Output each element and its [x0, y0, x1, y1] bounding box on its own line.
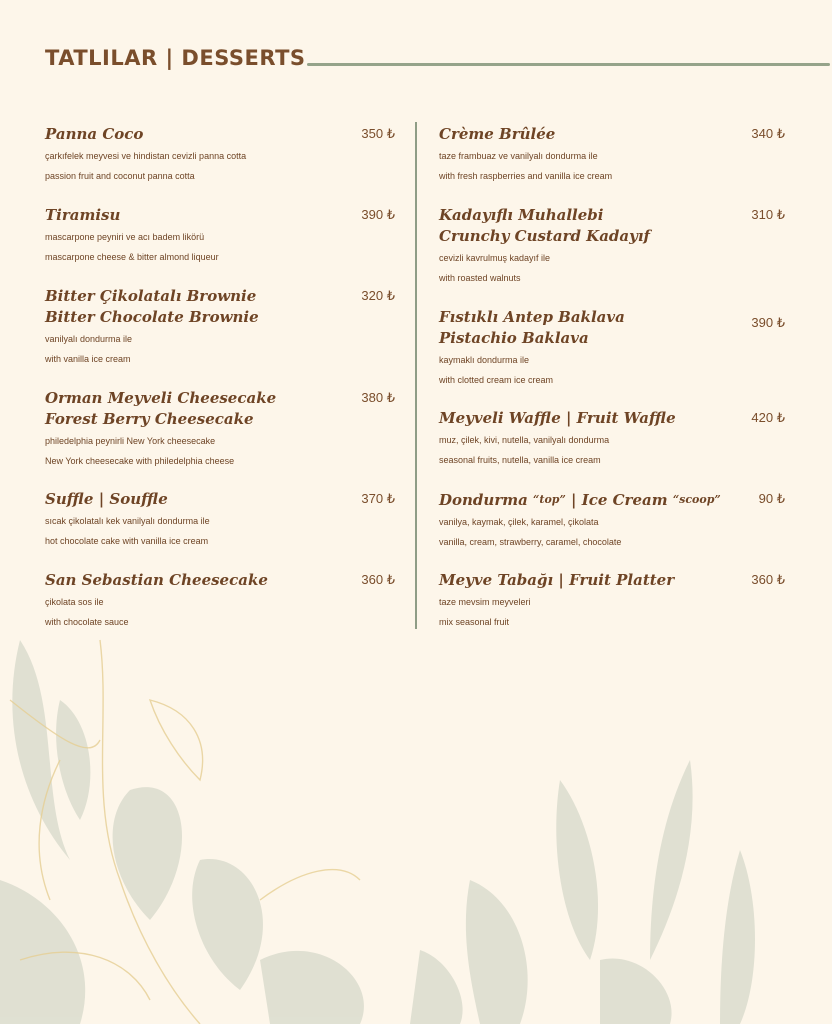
item-price: 420 ₺: [751, 410, 785, 425]
item-name: Fıstıklı Antep Baklava: [439, 308, 625, 326]
item-desc-tr: çarkıfelek meyvesi ve hindistan cevizli panna cotta: [45, 151, 247, 161]
item-desc-tr: mascarpone peyniri ve acı badem likörü: [45, 232, 205, 242]
item-desc-en: with clotted cream ice cream: [439, 375, 554, 385]
item-price: 370 ₺: [361, 491, 395, 506]
item-price: 390 ₺: [751, 315, 785, 330]
menu-item-kadayif: [439, 205, 785, 284]
menu-item-fruit-platter: [439, 570, 785, 628]
menu-item-waffle: [439, 408, 785, 466]
item-name-en: Crunchy Custard Kadayıf: [439, 227, 651, 245]
menu-item-san-sebastian: [45, 570, 395, 628]
item-desc-tr: taze frambuaz ve vanilyalı dondurma ile: [439, 151, 598, 161]
item-desc-tr: vanilya, kaymak, çilek, karamel, çikolata: [439, 517, 599, 527]
item-price: 350 ₺: [361, 126, 395, 141]
item-name: Meyve Tabağı | Fruit Platter: [439, 571, 675, 589]
item-desc-tr: philedelphia peynirli New York cheesecake: [45, 436, 216, 446]
item-desc-en: passion fruit and coconut panna cotta: [45, 171, 195, 181]
menu-item-creme-brulee: [439, 124, 785, 182]
item-price: 360 ₺: [751, 572, 785, 587]
item-price: 360 ₺: [361, 572, 395, 587]
item-name-en: Bitter Chocolate Brownie: [45, 308, 259, 326]
item-desc-en: New York cheesecake with philedelphia cheese: [45, 456, 235, 466]
item-name-part: | Ice Cream: [565, 491, 673, 509]
item-desc-tr: sıcak çikolatalı kek vanilyalı dondurma ile: [45, 516, 210, 526]
item-desc-tr: vanilyalı dondurma ile: [45, 334, 133, 344]
item-name: Suffle | Souffle: [45, 490, 168, 508]
item-desc-en: with vanilla ice cream: [45, 354, 131, 364]
item-name-part-small: “top”: [533, 493, 566, 506]
page-title: TATLILAR | DESSERTS: [45, 46, 306, 70]
item-desc-en: mascarpone cheese & bitter almond liqueur: [45, 252, 219, 262]
item-desc-en: seasonal fruits, nutella, vanilla ice cream: [439, 455, 601, 465]
item-price: 340 ₺: [751, 126, 785, 141]
item-name: Orman Meyveli Cheesecake: [45, 389, 277, 407]
menu-item-cheesecake: [45, 388, 395, 467]
item-name-en: Pistachio Baklava: [439, 329, 589, 347]
menu-item-baklava: [439, 307, 785, 386]
item-desc-en: with fresh raspberries and vanilla ice cream: [439, 171, 613, 181]
item-desc-tr: çikolata sos ile: [45, 597, 104, 607]
item-price: 390 ₺: [361, 207, 395, 222]
item-desc-tr: cevizli kavrulmuş kadayıf ile: [439, 253, 551, 263]
item-name: Tiramisu: [45, 206, 121, 224]
item-desc-en: with roasted walnuts: [439, 273, 521, 283]
item-desc-tr: muz, çilek, kivi, nutella, vanilyalı dondurma: [439, 435, 610, 445]
menu-item-ice-cream: [439, 489, 785, 548]
item-desc-tr: kaymaklı dondurma ile: [439, 355, 530, 365]
menu-item-panna-coco: [45, 124, 395, 182]
item-name: Crème Brûlée: [439, 125, 556, 143]
item-name-en: Forest Berry Cheesecake: [45, 410, 254, 428]
item-name: Bitter Çikolatalı Brownie: [45, 287, 257, 305]
item-price: 90 ₺: [758, 491, 785, 506]
item-price: 380 ₺: [361, 390, 395, 405]
item-name: [439, 489, 785, 511]
menu-item-tiramisu: [45, 205, 395, 263]
menu-header: [45, 44, 830, 78]
item-name: San Sebastian Cheesecake: [45, 571, 268, 589]
item-desc-en: hot chocolate cake with vanilla ice cream: [45, 536, 209, 546]
item-desc-en: with chocolate sauce: [45, 617, 129, 627]
item-name: Meyveli Waffle | Fruit Waffle: [439, 409, 676, 427]
item-desc-tr: taze mevsim meyveleri: [439, 597, 531, 607]
column-divider: [415, 122, 417, 629]
menu-item-brownie: [45, 286, 395, 365]
item-price: 310 ₺: [751, 207, 785, 222]
item-price: 320 ₺: [361, 288, 395, 303]
item-name-part-small: “scoop”: [672, 493, 721, 506]
item-desc-en: mix seasonal fruit: [439, 617, 510, 627]
item-name-part: Dondurma: [439, 491, 534, 509]
menu-item-souffle: [45, 489, 395, 547]
item-name: Kadayıflı Muhallebi: [439, 206, 604, 224]
item-desc-en: vanilla, cream, strawberry, caramel, chocolate: [439, 537, 622, 547]
item-name: Panna Coco: [45, 125, 144, 143]
title-rule: [307, 63, 830, 66]
